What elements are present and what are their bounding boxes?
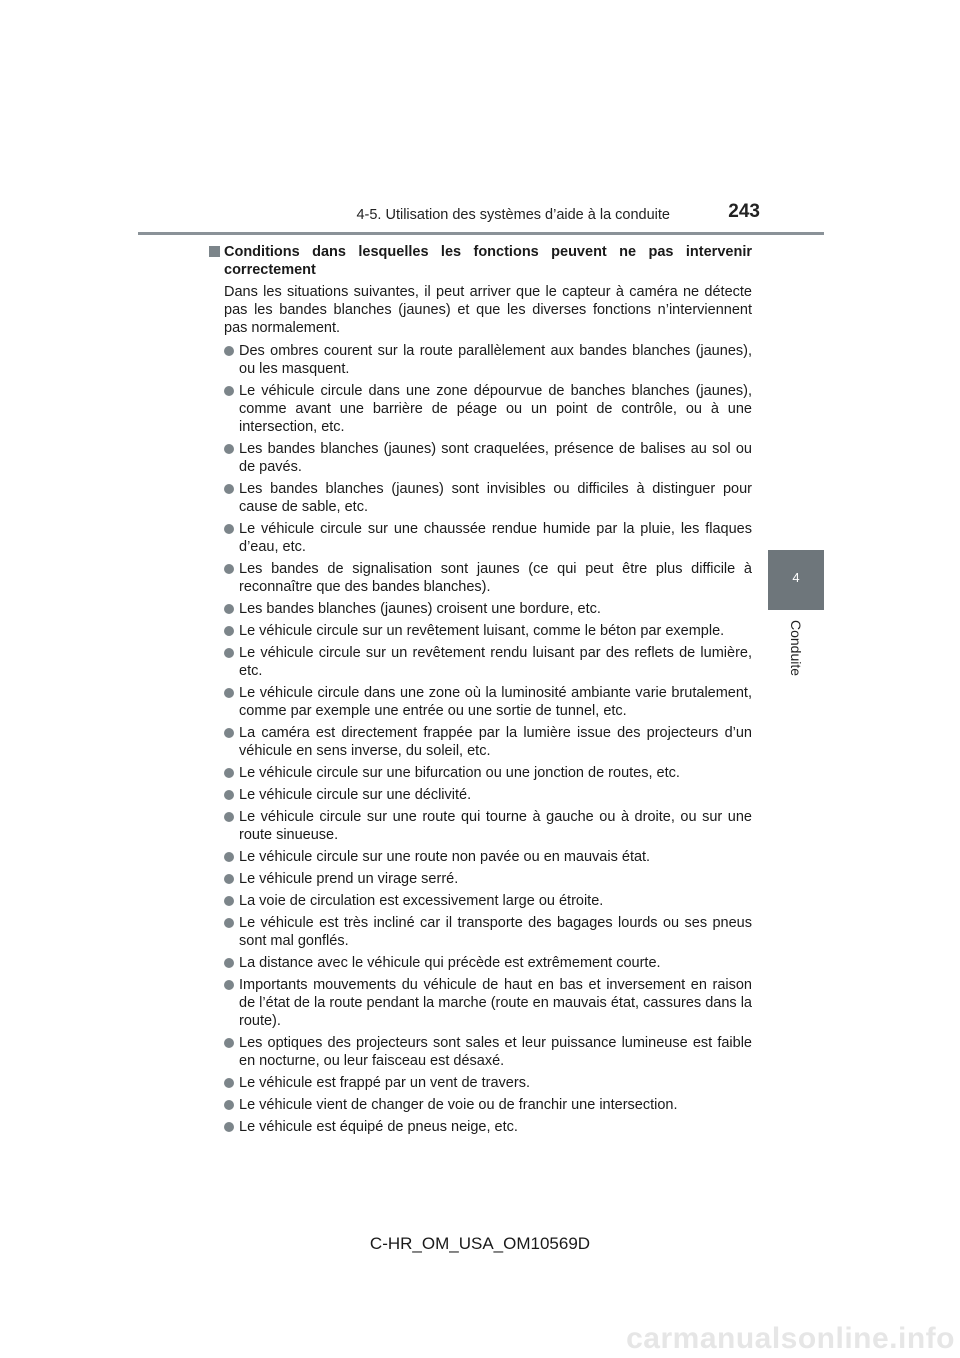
list-item-text: Importants mouvements du véhicule de haut en bas et inversement en raison de l’état de la route pendant la marche (route en mauvais état, cassures dans la route). xyxy=(239,977,752,1029)
list-item xyxy=(209,914,752,950)
list-item-text: Le véhicule circule dans une zone dépourvue de banches blanches (jaunes), comme avant une barrière de péage ou un point de contrôle, ou à une intersection, etc. xyxy=(239,383,752,435)
list-item xyxy=(209,560,752,596)
list-item-text: Le véhicule circule sur une chaussée rendue humide par la pluie, les flaques d’eau, etc. xyxy=(239,521,752,555)
bullet-dot-icon xyxy=(224,728,234,738)
list-item xyxy=(209,622,752,640)
bullet-dot-icon xyxy=(224,648,234,658)
list-item-text: Le véhicule circule sur une route qui tourne à gauche ou à droite, ou sur une route sinueuse. xyxy=(239,809,752,843)
bullet-dot-icon xyxy=(224,604,234,614)
section-heading xyxy=(209,243,752,279)
list-item-text: Le véhicule circule sur un revêtement rendu luisant par des reflets de lumière, etc. xyxy=(239,645,752,679)
list-item xyxy=(209,684,752,720)
list-item xyxy=(209,342,752,378)
list-item xyxy=(209,600,752,618)
list-item xyxy=(209,644,752,680)
bullet-dot-icon xyxy=(224,896,234,906)
bullet-dot-icon xyxy=(224,1122,234,1132)
list-item-text: La caméra est directement frappée par la lumière issue des projecteurs d’un véhicule en sens inverse, du soleil, etc. xyxy=(239,725,752,759)
list-item xyxy=(209,892,752,910)
document-code: C-HR_OM_USA_OM10569D xyxy=(369,1234,591,1253)
chapter-tab-number: 4 xyxy=(792,570,800,585)
list-item-text: Le véhicule circule sur une bifurcation ou une jonction de routes, etc. xyxy=(239,765,680,781)
bullet-dot-icon xyxy=(224,958,234,968)
bullet-dot-icon xyxy=(224,812,234,822)
list-item xyxy=(209,848,752,866)
list-item xyxy=(209,1074,752,1092)
list-item xyxy=(209,520,752,556)
bullet-dot-icon xyxy=(224,874,234,884)
bullet-dot-icon xyxy=(224,768,234,778)
header-section-title: 4-5. Utilisation des systèmes d’aide à la conduite xyxy=(356,207,670,223)
bullet-dot-icon xyxy=(224,1078,234,1088)
main-content xyxy=(209,243,752,1140)
list-item-text: Le véhicule circule sur une route non pavée ou en mauvais état. xyxy=(239,849,651,865)
list-item-text: Le véhicule est équipé de pneus neige, etc. xyxy=(239,1119,518,1135)
list-item-text: Les optiques des projecteurs sont sales et leur puissance lumineuse est faible en nocturne, ou leur faisceau est désaxé. xyxy=(239,1035,752,1069)
bullet-dot-icon xyxy=(224,386,234,396)
bullet-dot-icon xyxy=(224,918,234,928)
list-item xyxy=(209,764,752,782)
bullet-dot-icon xyxy=(224,444,234,454)
bullet-dot-icon xyxy=(224,980,234,990)
square-bullet-icon xyxy=(209,246,220,257)
list-item xyxy=(209,440,752,476)
list-item xyxy=(209,1118,752,1136)
bullet-dot-icon xyxy=(224,852,234,862)
chapter-label: Conduite xyxy=(788,620,804,677)
watermark: carmanualsonline.info xyxy=(626,1322,955,1355)
list-item-text: Le véhicule prend un virage serré. xyxy=(239,871,459,887)
section-intro: Dans les situations suivantes, il peut arriver que le capteur à caméra ne détecte pas les bandes blanches (jaunes) et que les diverses fonctions n’interviennent pas normalement. xyxy=(224,284,752,336)
list-item-text: Les bandes blanches (jaunes) sont craquelées, présence de balises au sol ou de pavés. xyxy=(239,441,752,475)
list-item xyxy=(209,382,752,436)
bullet-dot-icon xyxy=(224,564,234,574)
list-item xyxy=(209,808,752,844)
list-item xyxy=(209,1096,752,1114)
chapter-tab[interactable] xyxy=(768,550,824,610)
bullet-dot-icon xyxy=(224,346,234,356)
list-item-text: Le véhicule est frappé par un vent de travers. xyxy=(239,1075,530,1091)
list-item-text: Des ombres courent sur la route parallèlement aux bandes blanches (jaunes), ou les masquent. xyxy=(239,343,752,377)
list-item-text: La distance avec le véhicule qui précède est extrêmement courte. xyxy=(239,955,661,971)
page-number: 243 xyxy=(728,201,760,222)
list-item-text: Le véhicule circule sur une déclivité. xyxy=(239,787,472,803)
list-item-text: Les bandes blanches (jaunes) croisent une bordure, etc. xyxy=(239,601,601,617)
bullet-dot-icon xyxy=(224,484,234,494)
bullet-dot-icon xyxy=(224,688,234,698)
list-item xyxy=(209,954,752,972)
list-item-text: Les bandes blanches (jaunes) sont invisibles ou difficiles à distinguer pour cause de sable, etc. xyxy=(239,481,752,515)
header-divider xyxy=(138,232,824,235)
list-item-text: Le véhicule vient de changer de voie ou de franchir une intersection. xyxy=(239,1097,678,1113)
list-item xyxy=(209,976,752,1030)
list-item-text: Le véhicule circule dans une zone où la luminosité ambiante varie brutalement, comme par exemple une entrée ou une sortie de tunnel, etc. xyxy=(239,685,752,719)
bullet-dot-icon xyxy=(224,1100,234,1110)
section-heading-text: Conditions dans lesquelles les fonctions peuvent ne pas intervenir correctement xyxy=(224,244,752,278)
list-item xyxy=(209,870,752,888)
bullet-dot-icon xyxy=(224,1038,234,1048)
list-item xyxy=(209,724,752,760)
bullet-dot-icon xyxy=(224,626,234,636)
list-item-text: Le véhicule est très incliné car il transporte des bagages lourds ou ses pneus sont mal gonflés. xyxy=(239,915,752,949)
list-item xyxy=(209,480,752,516)
list-item xyxy=(209,1034,752,1070)
bullet-dot-icon xyxy=(224,524,234,534)
list-item-text: Les bandes de signalisation sont jaunes (ce qui peut être plus difficile à reconnaître que des bandes blanches). xyxy=(239,561,752,595)
bullet-dot-icon xyxy=(224,790,234,800)
condition-list xyxy=(209,342,752,1136)
list-item xyxy=(209,786,752,804)
list-item-text: La voie de circulation est excessivement large ou étroite. xyxy=(239,893,604,909)
list-item-text: Le véhicule circule sur un revêtement luisant, comme le béton par exemple. xyxy=(239,623,725,639)
